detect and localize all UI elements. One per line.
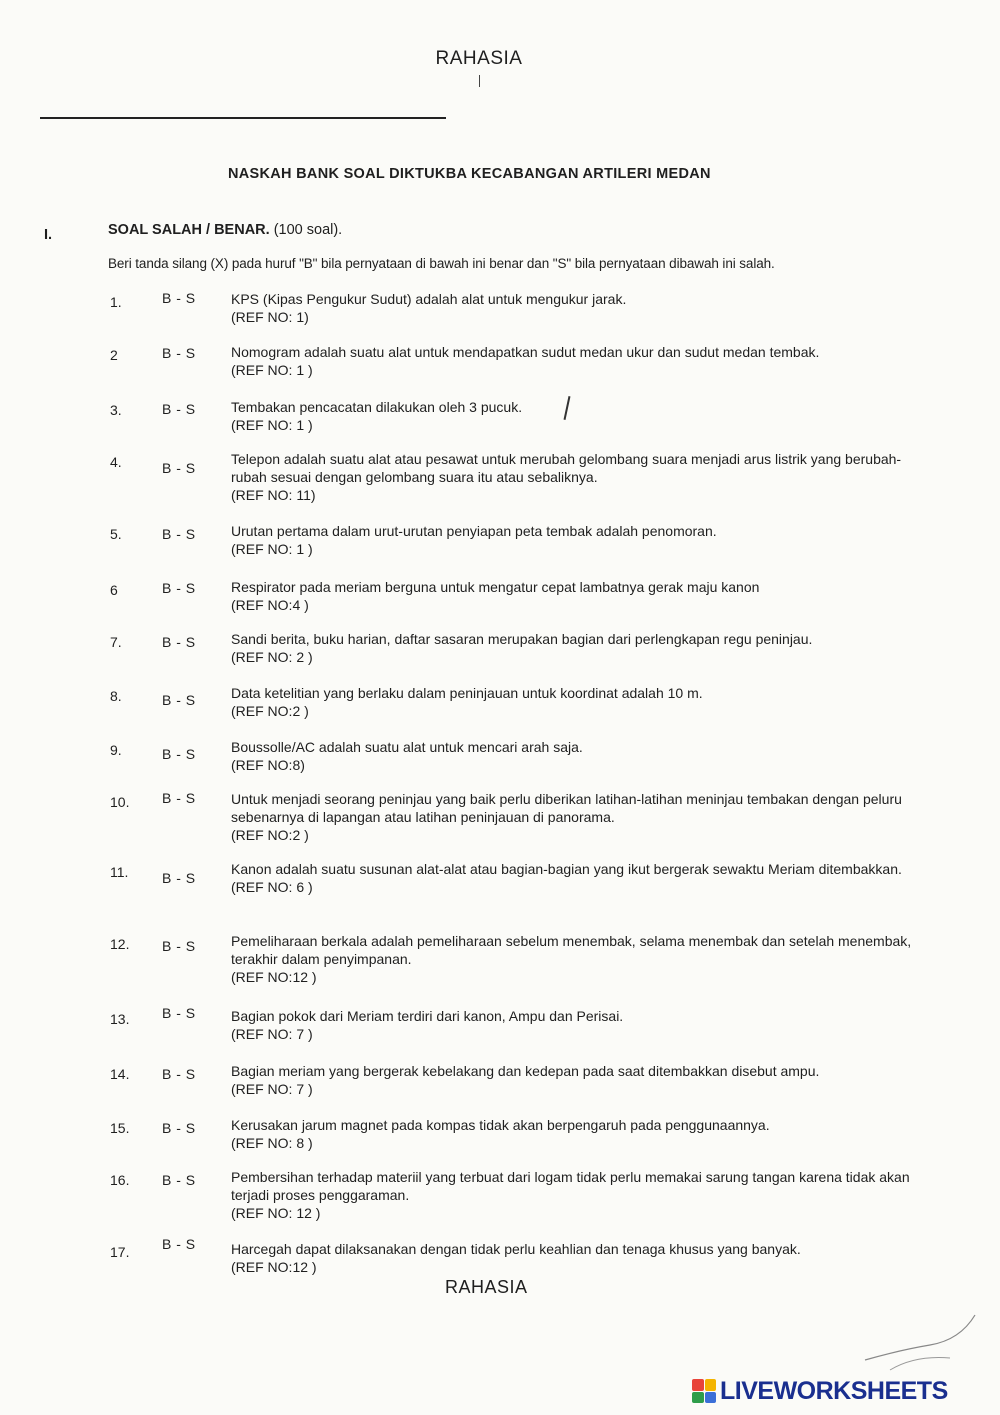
question-number: 6 <box>110 582 118 598</box>
question-text-block <box>231 1116 928 1152</box>
question-number: 9. <box>110 742 122 758</box>
answer-choice-b-s[interactable]: B - S <box>162 1236 196 1252</box>
logo-square <box>705 1379 717 1391</box>
answer-choice-b-s[interactable]: B - S <box>162 870 196 886</box>
watermark-text: LIVEWORKSHEETS <box>720 1376 948 1405</box>
question-statement: Bagian pokok dari Meriam terdiri dari kanon, Ampu dan Perisai. <box>231 1008 624 1024</box>
question-statement: Harcegah dapat dilaksanakan dengan tidak perlu keahlian dan tenaga khusus yang banyak. <box>231 1241 801 1257</box>
question-statement: KPS (Kipas Pengukur Sudut) adalah alat untuk mengukur jarak. <box>231 291 627 307</box>
question-statement: Nomogram adalah suatu alat untuk mendapatkan sudut medan ukur dan sudut medan tembak. <box>231 344 820 360</box>
question-number: 2 <box>110 347 118 363</box>
question-reference: (REF NO:12 ) <box>231 969 317 985</box>
question-reference: (REF NO:4 ) <box>231 597 309 613</box>
question-number: 3. <box>110 402 122 418</box>
question-number: 16. <box>110 1172 130 1188</box>
question-statement: Bagian meriam yang bergerak kebelakang dan kedepan pada saat ditembakkan disebut ampu. <box>231 1063 820 1079</box>
question-statement: Kanon adalah suatu susunan alat-alat atau bagian-bagian yang ikut bergerak sewaktu Meriam ditembakkan. <box>231 861 902 877</box>
question-number: 5. <box>110 526 122 542</box>
question-number: 17. <box>110 1244 130 1260</box>
question-reference: (REF NO: 12 ) <box>231 1205 321 1221</box>
question-reference: (REF NO: 6 ) <box>231 879 313 895</box>
watermark <box>692 1377 948 1405</box>
question-reference: (REF NO: 7 ) <box>231 1026 313 1042</box>
question-text-block <box>231 578 928 614</box>
question-reference: (REF NO: 11) <box>231 487 316 503</box>
question-text-block <box>231 343 928 379</box>
header-rule <box>40 117 446 119</box>
section-number: I. <box>44 227 53 243</box>
header-tick-mark <box>479 75 480 87</box>
answer-choice-b-s[interactable]: B - S <box>162 1005 196 1021</box>
logo-square <box>705 1392 717 1404</box>
question-number: 4. <box>110 454 122 470</box>
answer-choice-b-s[interactable]: B - S <box>162 1120 196 1136</box>
question-number: 1. <box>110 294 122 310</box>
question-reference: (REF NO: 8 ) <box>231 1135 313 1151</box>
question-reference: (REF NO:2 ) <box>231 827 309 843</box>
question-statement: Telepon adalah suatu alat atau pesawat untuk merubah gelombang suara menjadi arus listrik yang berubah-rubah sesuai dengan gelombang suara itu atau sebaliknya. <box>231 451 902 485</box>
pen-scribble <box>860 1310 980 1380</box>
question-number: 13. <box>110 1011 130 1027</box>
question-statement: Urutan pertama dalam urut-urutan penyiapan peta tembak adalah penomoran. <box>231 523 717 539</box>
answer-choice-b-s[interactable]: B - S <box>162 1066 196 1082</box>
question-statement: Untuk menjadi seorang peninjau yang baik perlu diberikan latihan-latihan meninjau tembakan dengan peluru sebenarnya di lapangan atau latihan peninjauan di panorama. <box>231 791 902 825</box>
liveworksheets-logo-icon <box>692 1379 716 1403</box>
question-text-block <box>231 790 928 844</box>
question-reference: (REF NO: 1 ) <box>231 417 313 433</box>
question-number: 12. <box>110 936 130 952</box>
question-text-block <box>231 1168 928 1222</box>
question-statement: Pembersihan terhadap materiil yang terbuat dari logam tidak perlu memakai sarung tangan karena tidak akan terjadi proses penggaraman. <box>231 1169 910 1203</box>
question-reference: (REF NO: 1) <box>231 309 309 325</box>
question-text-block <box>231 1062 928 1098</box>
question-text-block <box>231 932 928 986</box>
answer-choice-b-s[interactable]: B - S <box>162 746 196 762</box>
question-statement: Respirator pada meriam berguna untuk mengatur cepat lambatnya gerak maju kanon <box>231 579 760 595</box>
document-title: NASKAH BANK SOAL DIKTUKBA KECABANGAN ARTILERI MEDAN <box>228 166 711 182</box>
answer-choice-b-s[interactable]: B - S <box>162 460 196 476</box>
logo-square <box>692 1379 704 1391</box>
question-reference: (REF NO:8) <box>231 757 305 773</box>
answer-choice-b-s[interactable]: B - S <box>162 790 196 806</box>
answer-choice-b-s[interactable]: B - S <box>162 580 196 596</box>
question-reference: (REF NO:2 ) <box>231 703 309 719</box>
answer-choice-b-s[interactable]: B - S <box>162 634 196 650</box>
section-count: (100 soal). <box>273 222 343 238</box>
question-text-block <box>231 684 928 720</box>
answer-choice-b-s[interactable]: B - S <box>162 692 196 708</box>
question-number: 15. <box>110 1120 130 1136</box>
question-text-block <box>231 450 928 504</box>
question-statement: Pemeliharaan berkala adalah pemeliharaan sebelum menembak, selama menembak dan setelah menembak, terakhir dalam penyimpanan. <box>231 933 912 967</box>
question-number: 11. <box>110 864 129 880</box>
question-reference: (REF NO: 7 ) <box>231 1081 313 1097</box>
question-reference: (REF NO: 2 ) <box>231 649 313 665</box>
question-statement: Sandi berita, buku harian, daftar sasaran merupakan bagian dari perlengkapan regu peninjau. <box>231 631 813 647</box>
question-reference: (REF NO: 1 ) <box>231 362 313 378</box>
logo-square <box>692 1392 704 1404</box>
footer-classification: RAHASIA <box>445 1277 528 1297</box>
question-text-block <box>231 860 928 896</box>
answer-choice-b-s[interactable]: B - S <box>162 345 196 361</box>
question-text-block <box>231 1007 928 1043</box>
section-instruction: Beri tanda silang (X) pada huruf "B" bila pernyataan di bawah ini benar dan "S" bila pernyataan dibawah ini salah. <box>108 256 775 271</box>
question-statement: Boussolle/AC adalah suatu alat untuk mencari arah saja. <box>231 739 583 755</box>
question-number: 8. <box>110 688 122 704</box>
question-reference: (REF NO: 1 ) <box>231 541 313 557</box>
answer-choice-b-s[interactable]: B - S <box>162 401 196 417</box>
question-statement: Kerusakan jarum magnet pada kompas tidak akan berpengaruh pada penggunaannya. <box>231 1117 770 1133</box>
header-classification: RAHASIA <box>435 48 523 69</box>
question-text-block <box>231 738 928 774</box>
answer-choice-b-s[interactable]: B - S <box>162 1172 196 1188</box>
answer-choice-b-s[interactable]: B - S <box>162 290 196 306</box>
section-heading <box>108 222 342 238</box>
question-number: 10. <box>110 794 130 810</box>
question-text-block <box>231 522 928 558</box>
answer-choice-b-s[interactable]: B - S <box>162 938 196 954</box>
question-text-block <box>231 398 928 434</box>
question-text-block <box>231 630 928 666</box>
question-text-block <box>231 290 928 326</box>
question-number: 14. <box>110 1066 130 1082</box>
answer-choice-b-s[interactable]: B - S <box>162 526 196 542</box>
question-number: 7. <box>110 634 122 650</box>
question-reference: (REF NO:12 ) <box>231 1259 317 1275</box>
question-text-block <box>231 1240 928 1276</box>
question-statement: Data ketelitian yang berlaku dalam peninjauan untuk koordinat adalah 10 m. <box>231 685 703 701</box>
section-heading-label: SOAL SALAH / BENAR. <box>108 222 270 238</box>
question-statement: Tembakan pencacatan dilakukan oleh 3 pucuk. <box>231 399 523 415</box>
